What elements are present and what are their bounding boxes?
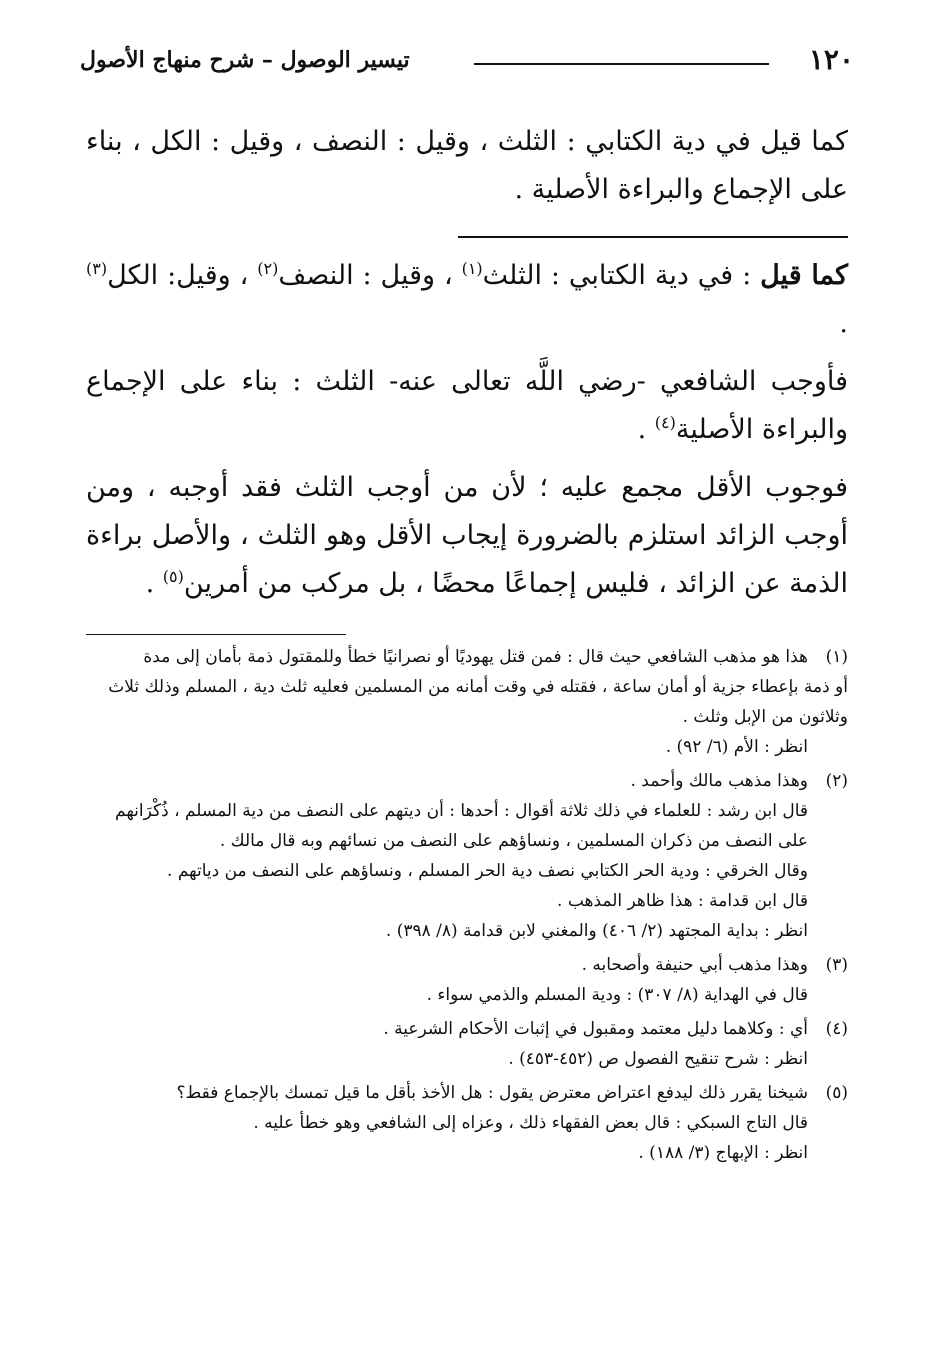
page-number: ١٢٠ [808,43,854,76]
footnote-ref[interactable]: (٣) [86,259,108,278]
footnote-first-line [86,766,848,796]
footnote-first-line [86,950,848,980]
footnote-text: وهذا مذهب مالك وأحمد . [630,771,808,791]
commentary-paragraph [86,464,848,608]
commentary-paragraph [86,358,848,454]
commentary-paragraph [86,252,848,348]
footnote [86,642,848,762]
footnote-line: قال ابن رشد : للعلماء في ذلك ثلاثة أقوال : أحدها : أن ديتهم على النصف من دية المسلم ، ذُكْرَانهم على النصف من ذكران المسلمين ، ونساؤهم على النصف من نسائهم وبه قال مالك . [115,801,808,851]
footnote-text: شيخنا يقرر ذلك ليدفع اعتراض معترض يقول : هل الأخذ بأقل ما قيل تمسك بالإجماع فقط؟ [176,1083,808,1103]
matn-divider [458,236,848,238]
footnote-line: انظر : شرح تنقيح الفصول ص (٤٥٢-٤٥٣) . [508,1049,808,1069]
lead-phrase: كما قيل [760,260,849,291]
text-run: ، وقيل: الكل [107,260,258,291]
footnote [86,766,848,946]
footnote [86,1078,848,1168]
footnote-first-line [86,642,848,672]
footnote-ref[interactable]: (١) [461,259,483,278]
footnote [86,950,848,1010]
footnote-number: (٢) [825,771,848,791]
footnote-number: (٥) [825,1083,848,1103]
footnote-line: قال في الهداية (٨/ ٣٠٧) : ودية المسلم والذمي سواء . [426,985,808,1005]
text-run: فوجوب الأقل مجمع عليه ؛ لأن من أوجب الثلث فقد أوجبه ، ومن أوجب الزائد استلزم بالضرورة إيجاب الأقل وهو الثلث ، والأصل براءة الذمة عن الزائد ، فليس إجماعًا محضًا ، بل مركب من أمرين [86,472,848,599]
footnote-line: وقال الخرقي : ودية الحر الكتابي نصف دية الحر المسلم ، ونساؤهم على النصف من دياتهم . [167,861,808,881]
footnote-text: وهذا مذهب أبي حنيفة وأصحابه . [581,955,808,975]
footnote-line: انظر : الأم (٦/ ٩٢) . [665,737,808,757]
header-rule [474,63,769,65]
footnote-first-line [86,1014,848,1044]
footnote [86,1014,848,1074]
footnote-line: قال ابن قدامة : هذا ظاهر المذهب . [557,891,808,911]
text-run: . [145,568,163,599]
matn-text: كما قيل في دية الكتابي : الثلث ، وقيل : النصف ، وقيل : الكل ، بناء على الإجماع والبراءة الأصلية . [86,126,848,205]
footnote-line: انظر : الإبهاج (٣/ ١٨٨) . [638,1143,808,1163]
text-run: ، وقيل : النصف [278,260,462,291]
text-run: فأوجب الشافعي -رضي اللَّه تعالى عنه- الثلث : بناء على الإجماع والبراءة الأصلية [86,366,848,445]
page-header [80,40,854,80]
footnote-first-line [86,1078,848,1108]
footnote-number: (٤) [825,1019,848,1039]
footnote-text: أي : وكلاهما دليل معتمد ومقبول في إثبات الأحكام الشرعية . [383,1019,808,1039]
footnote-line: قال التاج السبكي : قال بعض الفقهاء ذلك ، وعزاه إلى الشافعي وهو خطأ عليه . [253,1113,808,1133]
footnote-number: (١) [825,647,848,667]
footnote-ref[interactable]: (٤) [654,413,676,432]
footnote-text: هذا هو مذهب الشافعي حيث قال : فمن قتل يهوديًا أو نصرانيًا خطأ وللمقتول ذمة بأمان إلى مدة [143,647,808,667]
running-title: تيسير الوصول – شرح منهاج الأصول [80,47,410,73]
footnote-ref[interactable]: (٢) [257,259,279,278]
footnotes [86,642,848,1168]
text-run: . [637,414,655,445]
footnote-line: انظر : بداية المجتهد (٢/ ٤٠٦) والمغني لابن قدامة (٨/ ٣٩٨) . [385,921,808,941]
text-run: . [839,308,848,339]
footnote-separator [86,634,346,635]
footnote-number: (٣) [825,955,848,975]
footnote-continuation: أو ذمة بإعطاء جزية أو أمان ساعة ، فقتله في وقت أمانه من المسلمين فعليه ثلث دية ، المسلم وذلك ثلاث وثلاثون من الإبل وثلث . [108,677,848,727]
footnote-ref[interactable]: (٥) [162,567,184,586]
main-text [86,118,848,635]
text-run: : في دية الكتابي : الثلث [482,260,761,291]
